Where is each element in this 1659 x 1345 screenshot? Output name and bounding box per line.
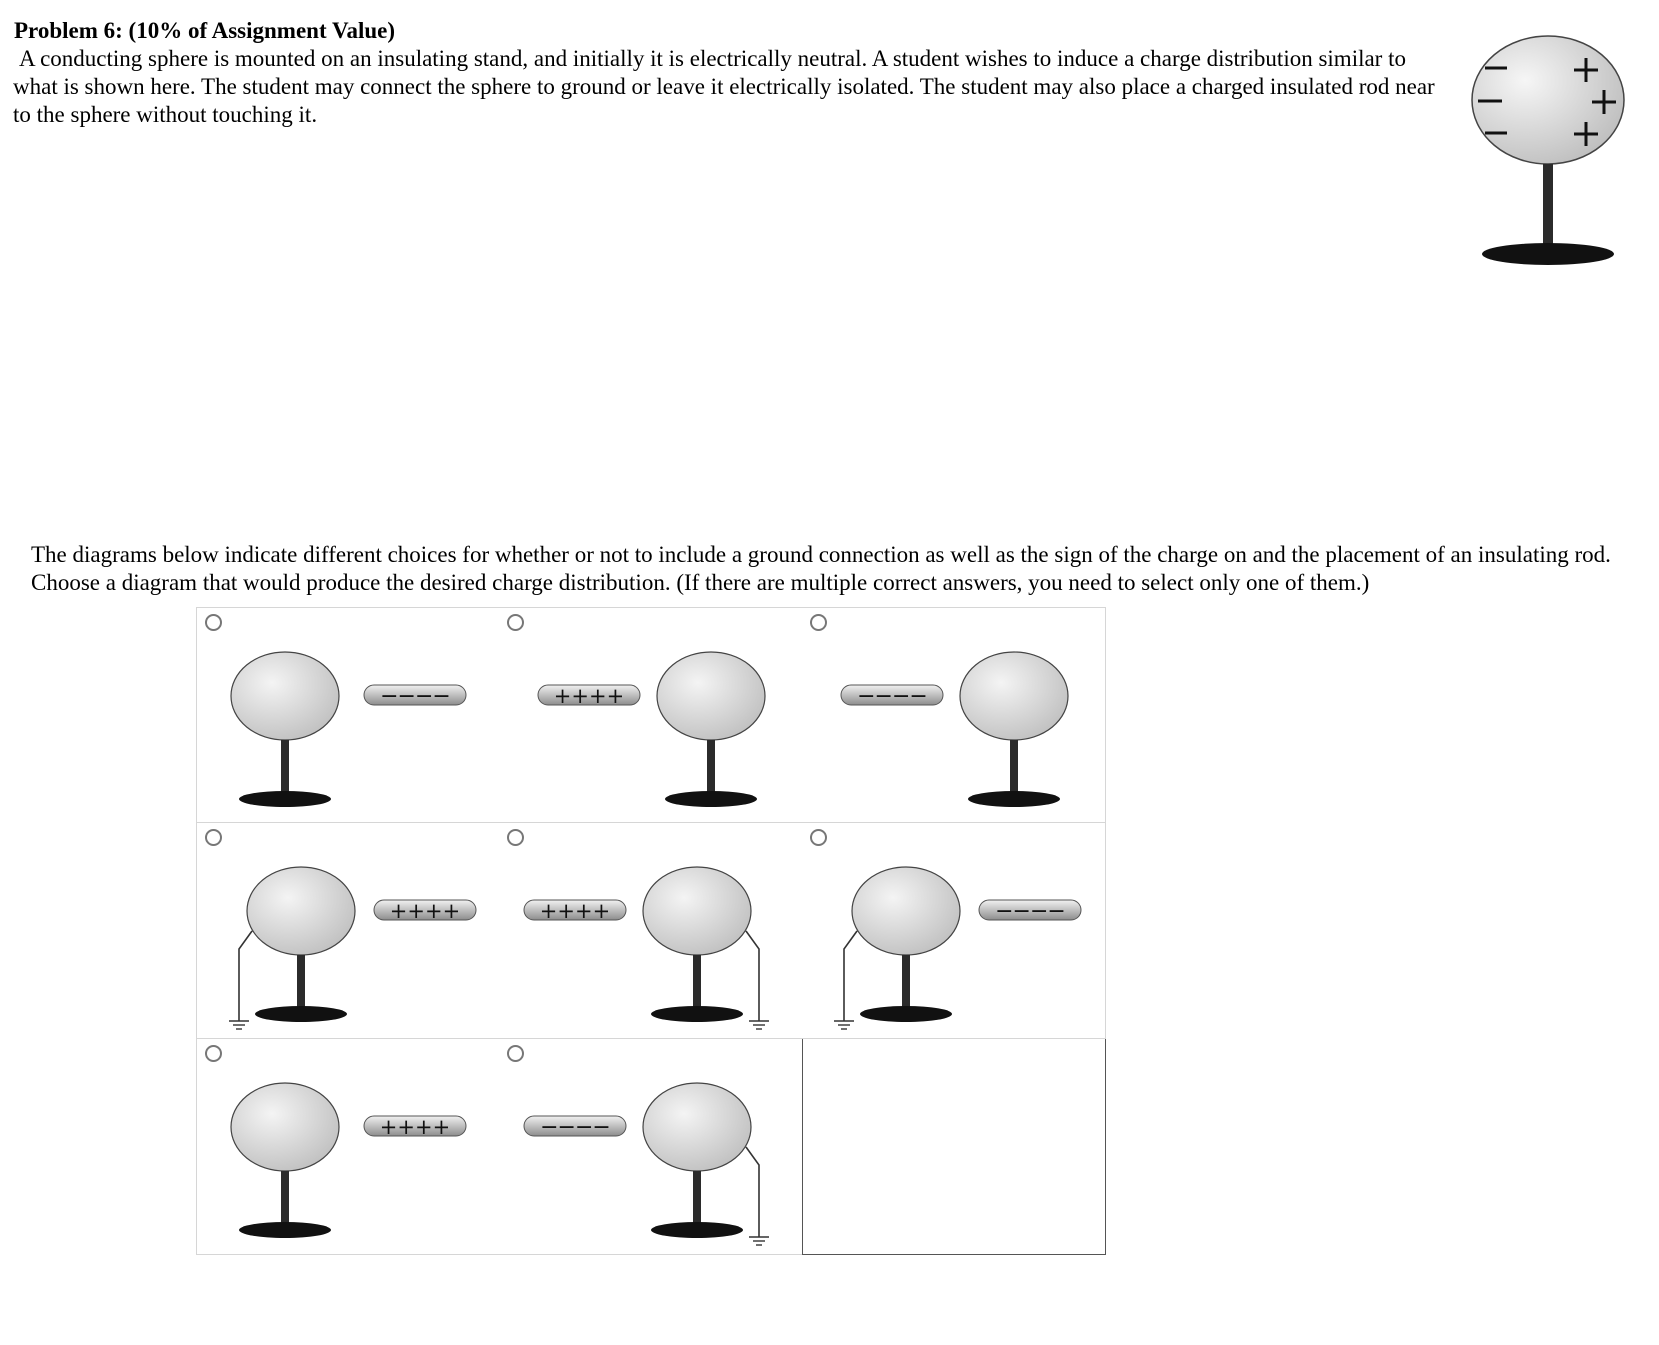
choice-diagram-6 xyxy=(802,823,1105,1039)
rod-charge-label: ++++ xyxy=(553,684,625,708)
stand-post xyxy=(707,740,715,796)
rod-charge-label: −−−− xyxy=(540,1115,610,1140)
ground-wire xyxy=(844,931,857,1021)
rod-charge-label: −−−− xyxy=(857,684,927,709)
rod-charge-label: ++++ xyxy=(379,1115,451,1139)
choice-option-2[interactable] xyxy=(499,607,803,823)
ground-symbol-icon xyxy=(749,1237,769,1245)
instructions-text: The diagrams below indicate different choices for whether or not to include a ground connection as well as the sign of the charge on and the placement of an insulating rod. Choose a diagram that would produce the desired charge distribution. (If there are multiple correct answers, you need to select only one of them.) xyxy=(31,542,1611,595)
ground-wire xyxy=(239,931,252,1021)
example-stand-base xyxy=(1482,243,1614,265)
sphere xyxy=(231,1083,339,1171)
stand-post xyxy=(693,955,701,1011)
choice-option-7[interactable] xyxy=(196,1039,500,1255)
stand-post xyxy=(297,955,305,1011)
choice-diagram-3 xyxy=(802,608,1105,824)
sphere xyxy=(247,867,355,955)
choice-diagram-8 xyxy=(499,1039,802,1255)
example-stand-post xyxy=(1543,164,1553,249)
ground-symbol-icon xyxy=(229,1021,249,1029)
sphere xyxy=(643,867,751,955)
stand-base xyxy=(651,1222,743,1238)
choice-diagram-7 xyxy=(197,1039,500,1255)
stand-post xyxy=(1010,740,1018,796)
stand-post xyxy=(902,955,910,1011)
stand-base xyxy=(239,1222,331,1238)
sphere xyxy=(643,1083,751,1171)
sphere xyxy=(657,652,765,740)
stand-base xyxy=(255,1006,347,1022)
rod-charge-label: −−−− xyxy=(995,899,1065,924)
ground-wire xyxy=(746,931,759,1021)
choice-option-6[interactable] xyxy=(802,823,1106,1039)
choice-grid xyxy=(196,607,1105,1256)
choice-option-3[interactable] xyxy=(802,607,1106,823)
stand-post xyxy=(281,740,289,796)
ground-wire xyxy=(746,1147,759,1237)
stand-base xyxy=(968,791,1060,807)
stand-post xyxy=(693,1171,701,1227)
stand-base xyxy=(665,791,757,807)
sphere xyxy=(852,867,960,955)
empty-cell xyxy=(802,1039,1106,1255)
stand-post xyxy=(281,1171,289,1227)
stand-base xyxy=(860,1006,952,1022)
stand-base xyxy=(239,791,331,807)
ground-symbol-icon xyxy=(834,1021,854,1029)
example-charge-distribution-figure xyxy=(1468,32,1638,272)
sphere xyxy=(960,652,1068,740)
ground-symbol-icon xyxy=(749,1021,769,1029)
rod-charge-label: ++++ xyxy=(389,899,461,923)
sphere xyxy=(231,652,339,740)
stand-base xyxy=(651,1006,743,1022)
rod-charge-label: ++++ xyxy=(539,899,611,923)
choice-diagram-5 xyxy=(499,823,802,1039)
choice-option-8[interactable] xyxy=(499,1039,803,1255)
problem-title: Problem 6: (10% of Assignment Value) xyxy=(14,18,395,43)
problem-text: A conducting sphere is mounted on an insulating stand, and initially it is electrically neutral. A student wishes to induce a charge distribution similar to what is shown here. The student may connect the sphere to ground or leave it electrically isolated. The student may also place a charged insulated rod near to the sphere without touching it. xyxy=(13,46,1435,127)
choice-diagram-1 xyxy=(197,608,500,824)
choice-option-4[interactable] xyxy=(196,823,500,1039)
rod-charge-label: −−−− xyxy=(380,684,450,709)
choice-option-1[interactable] xyxy=(196,607,500,823)
choice-diagram-2 xyxy=(499,608,802,824)
choice-option-5[interactable] xyxy=(499,823,803,1039)
choice-diagram-4 xyxy=(197,823,500,1039)
